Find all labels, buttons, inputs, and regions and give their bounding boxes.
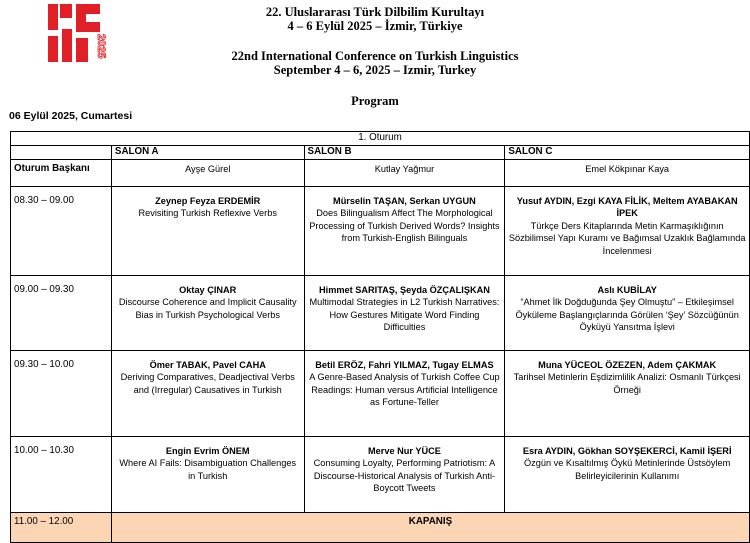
time-slot: 09.30 – 10.00 — [11, 351, 112, 437]
table-row — [11, 276, 750, 351]
talk-cell — [111, 187, 304, 276]
talk-title: Deriving Comparatives, Deadjectival Verbs and (Irregular) Causatives in Turkish — [120, 372, 295, 395]
talk-cell — [111, 437, 304, 513]
conference-title-tr: 22. Uluslararası Türk Dilbilim Kurultayı — [265, 5, 485, 19]
talk-cell — [505, 276, 750, 351]
chair-name: Ayşe Gürel — [185, 164, 231, 174]
talk-cell — [304, 276, 505, 351]
talk-title: Where AI Fails: Disambiguation Challenges in Turkish — [119, 458, 297, 481]
talk-cell — [505, 351, 750, 437]
program-heading: Program — [351, 94, 399, 108]
talk-authors: Oktay ÇINAR — [179, 285, 237, 295]
closing-label: KAPANIŞ — [111, 513, 749, 543]
chair-salon-b — [304, 160, 505, 187]
salon-a-header: SALON A — [111, 146, 304, 160]
conference-dates-tr: 4 – 6 Eylül 2025 – İzmir, Türkiye — [287, 19, 463, 33]
header-turkish — [0, 5, 750, 33]
talk-authors: Ömer TABAK, Pavel CAHA — [149, 360, 266, 370]
talk-title: Tarihsel Metinlerin Eşdizimlilik Analizi: Osmanlı Türkçesi Örneği — [513, 372, 741, 395]
table-row — [11, 351, 750, 437]
talk-cell — [111, 276, 304, 351]
talk-authors: Zeynep Feyza ERDEMİR — [155, 196, 261, 206]
talk-title: Revisiting Turkish Reflexive Verbs — [138, 208, 277, 219]
conference-title-en: 22nd International Conference on Turkish Linguistics — [231, 49, 519, 63]
talk-authors: Betil ERÖZ, Fahri YILMAZ, Tugay ELMAS — [315, 360, 494, 370]
talk-title: Multimodal Strategies in L2 Turkish Narratives: How Gestures Mitigate Word Finding Difficulties — [309, 297, 500, 333]
talk-cell — [505, 437, 750, 513]
talk-title: Discourse Coherence and Implicit Causality Bias in Turkish Psychological Verbs — [118, 297, 297, 320]
day-date: 06 Eylül 2025, Cumartesi — [9, 110, 133, 122]
talk-title: Özgün ve Kısaltılmış Öykü Metinlerinde Üstsöylem Belirleyicilerinin Kullanımı — [524, 458, 731, 481]
logo-year: 2025 — [95, 34, 107, 59]
talk-authors: Himmet SARITAŞ, Şeyda ÖZÇALIŞKAN — [319, 285, 490, 295]
time-slot: 10.00 – 10.30 — [11, 437, 112, 513]
talk-cell — [505, 187, 750, 276]
talk-title: A Genre-Based Analysis of Turkish Coffee Cup Readings: Human versus Artificial Intelligence as Fortune-Teller — [309, 372, 500, 408]
talk-cell — [111, 351, 304, 437]
talk-title: Consuming Loyalty, Performing Patriotism: A Discourse-Historical Analysis of Turkish Anti-Boycott Tweets — [313, 458, 496, 494]
program-table — [10, 131, 750, 543]
talk-authors: Yusuf AYDIN, Ezgi KAYA FİLİK, Meltem AYABAKAN İPEK — [516, 196, 738, 219]
chair-salon-a — [111, 160, 304, 187]
salon-c-header: SALON C — [505, 146, 750, 160]
chair-label: Oturum Başkanı — [11, 160, 112, 187]
chair-salon-c — [505, 160, 750, 187]
talk-authors: Merve Nur YÜCE — [368, 446, 441, 456]
talk-cell — [304, 437, 505, 513]
talk-title: “Ahmet İlk Doğduğunda Şey Olmuştu” – Etkileşimsel Öyküleme Başlangıçlarında Görülen ‘Şey’ Sözcüğünün Öyküyü Yansıtma İşlevi — [515, 297, 739, 333]
talk-cell — [304, 187, 505, 276]
chair-name: Kutlay Yağmur — [374, 164, 435, 174]
salon-b-header: SALON B — [304, 146, 505, 160]
talk-title: Does Bilingualism Affect The Morphological Processing of Turkish Derived Words? Insights from Turkish-English Bilinguals — [309, 208, 500, 244]
session-title: 1. Oturum — [11, 132, 750, 146]
header-english — [0, 49, 750, 77]
closing-row — [11, 513, 750, 543]
session-header-row — [11, 132, 750, 146]
talk-authors: Muna YÜCEOL ÖZEZEN, Adem ÇAKMAK — [538, 360, 717, 370]
talk-cell — [304, 351, 505, 437]
chair-row — [11, 160, 750, 187]
talk-authors: Engin Evrim ÖNEM — [165, 446, 250, 456]
table-row — [11, 187, 750, 276]
time-slot: 09.00 – 09.30 — [11, 276, 112, 351]
empty-cell — [11, 146, 112, 160]
table-row — [11, 437, 750, 513]
talk-authors: Aslı KUBİLAY — [597, 285, 657, 295]
conference-dates-en: September 4 – 6, 2025 – Izmir, Turkey — [273, 63, 477, 77]
talk-authors: Mürselin TAŞAN, Serkan UYGUN — [333, 196, 476, 206]
salon-header-row — [11, 146, 750, 160]
chair-name: Emel Kökpınar Kaya — [585, 164, 670, 174]
talk-authors: Esra AYDIN, Gökhan SOYŞEKERCİ, Kamil İŞERİ — [522, 446, 732, 456]
time-slot: 08.30 – 09.00 — [11, 187, 112, 276]
closing-time: 11.00 – 12.00 — [11, 513, 112, 543]
talk-title: Türkçe Ders Kitaplarında Metin Karmaşıklığının Sözbilimsel Yapı Kuramı ve Bağımsal Uzaklık Bağlamında İncelenmesi — [508, 220, 746, 256]
